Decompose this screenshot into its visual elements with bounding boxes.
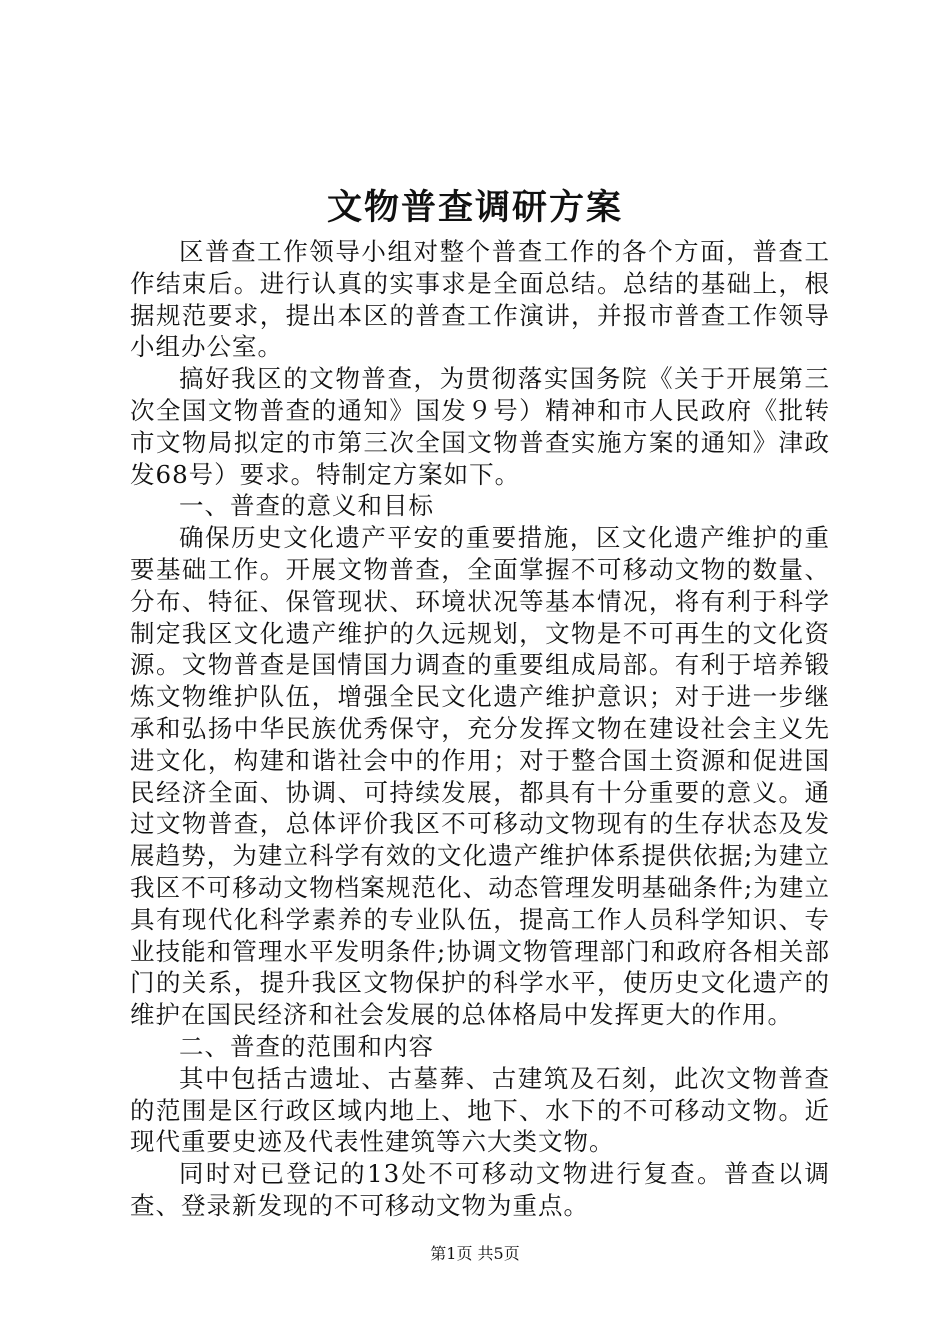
paragraph-significance: 确保历史文化遗产平安的重要措施，区文化遗产维护的重要基础工作。开展文物普查，全面掌握不可移动文物的数量、分布、特征、保管现状、环境状况等基本情况，将有利于科学制定我区文化遗产维护的久远规划，文物是不可再生的文化资源。文物普查是国情国力调查的重要组成局部。有利于培养锻炼文物维护队伍，增强全民文化遗产维护意识；对于进一步继承和弘扬中华民族优秀保守，充分发挥文物在建设社会主义先进文化，构建和谐社会中的作用；对于整合国土资源和促进国民经济全面、协调、可持续发展，都具有十分重要的意义。通过文物普查，总体评价我区不可移动文物现有的生存状态及发展趋势，为建立科学有效的文化遗产维护体系提供依据;为建立我区不可移动文物档案规范化、动态管理发明基础条件;为建立具有现代化科学素养的专业队伍，提高工作人员科学知识、专业技能和管理水平发明条件;协调文物管理部门和政府各相关部门的关系，提升我区文物保护的科学水平，使历史文化遗产的维护在国民经济和社会发展的总体格局中发挥更大的作用。 bbox=[130, 523, 830, 1030]
document-body bbox=[130, 236, 830, 1222]
section-heading-scope: 二、普查的范围和内容 bbox=[179, 1031, 434, 1061]
document-title: 文物普查调研方案 bbox=[326, 187, 623, 228]
section-heading-significance: 一、普查的意义和目标 bbox=[179, 491, 434, 521]
paragraph-intro: 搞好我区的文物普查，为贯彻落实国务院《关于开展第三次全国文物普查的通知》国发９号）精神和市人民政府《批转市文物局拟定的市第三次全国文物普查实施方案的通知》津政发68号）要求。特制定方案如下。 bbox=[130, 364, 830, 489]
page-footer: 第1页 共5页 bbox=[430, 1244, 520, 1263]
paragraph-summary: 区普查工作领导小组对整个普查工作的各个方面，普查工作结束后。进行认真的实事求是全面总结。总结的基础上，根据规范要求，提出本区的普查工作演讲，并报市普查工作领导小组办公室。 bbox=[130, 237, 830, 362]
paragraph-review: 同时对已登记的13处不可移动文物进行复查。普查以调查、登录新发现的不可移动文物为重点。 bbox=[130, 1159, 830, 1220]
paragraph-scope: 其中包括古遗址、古墓葬、古建筑及石刻，此次文物普查的范围是区行政区域内地上、地下、水下的不可移动文物。近现代重要史迹及代表性建筑等六大类文物。 bbox=[130, 1063, 830, 1157]
